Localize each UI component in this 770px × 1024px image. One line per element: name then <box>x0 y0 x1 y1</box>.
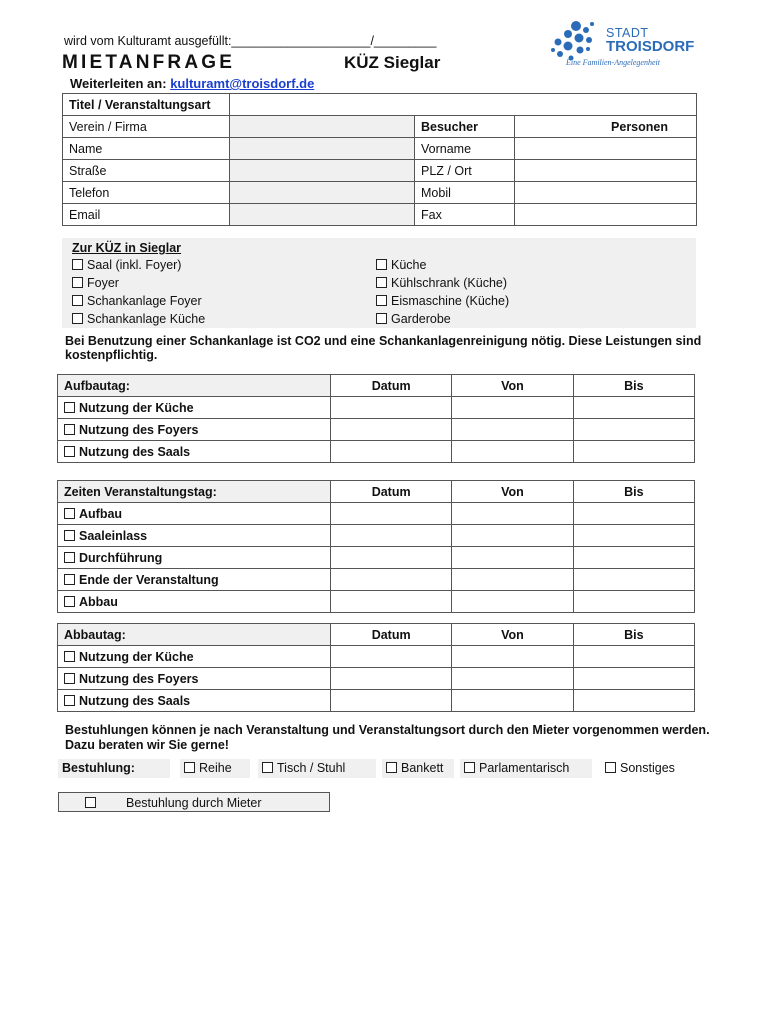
to-cell[interactable] <box>573 646 694 668</box>
co2-note: Bei Benutzung einer Schankanlage ist CO2 und eine Schankanlagenreinigung nötig. Diese Leistungen sind kostenpflichtig. <box>65 334 702 362</box>
contact-form-table <box>62 93 697 226</box>
checkbox[interactable] <box>262 762 273 773</box>
seating-option-table[interactable]: Tisch / Stuhl <box>258 759 376 778</box>
phone-field[interactable] <box>230 182 415 204</box>
from-header: Von <box>452 375 573 397</box>
schedule-row-label[interactable]: Saaleinlass <box>58 525 331 547</box>
logo-tagline: Eine Familien-Angelegenheit <box>566 58 660 67</box>
from-cell[interactable] <box>452 503 573 525</box>
forward-label: Weiterleiten an: <box>70 76 167 91</box>
date-cell[interactable] <box>331 569 452 591</box>
teardown-heading: Abbautag: <box>58 624 331 646</box>
seating-label: Bestuhlung: <box>58 759 170 778</box>
checkbox[interactable] <box>72 295 83 306</box>
from-cell[interactable] <box>452 690 573 712</box>
checkbox[interactable] <box>64 424 75 435</box>
rooms-heading: Zur KÜZ in Sieglar <box>72 241 182 255</box>
schedule-row-label[interactable]: Nutzung des Foyers <box>58 419 331 441</box>
checkbox[interactable] <box>376 313 387 324</box>
schedule-row-label[interactable]: Abbau <box>58 591 331 613</box>
checkbox[interactable] <box>64 530 75 541</box>
checkbox[interactable] <box>72 277 83 288</box>
to-header: Bis <box>573 481 694 503</box>
checkbox[interactable] <box>72 313 83 324</box>
logo-stadt: STADT <box>606 26 649 40</box>
checkbox[interactable] <box>85 797 96 808</box>
schedule-row-label[interactable]: Aufbau <box>58 503 331 525</box>
schedule-row-label[interactable]: Nutzung der Küche <box>58 397 331 419</box>
checkbox[interactable] <box>64 673 75 684</box>
teardown-day-table <box>57 623 695 712</box>
event-type-label: Titel / Veranstaltungsart <box>63 94 230 116</box>
persons-field[interactable] <box>515 116 697 138</box>
from-header: Von <box>452 481 573 503</box>
from-cell[interactable] <box>452 668 573 690</box>
to-cell[interactable] <box>573 441 694 463</box>
event-day-heading: Zeiten Veranstaltungstag: <box>58 481 331 503</box>
checkbox[interactable] <box>64 508 75 519</box>
firstname-label: Vorname <box>415 138 515 160</box>
date-cell[interactable] <box>331 503 452 525</box>
from-cell[interactable] <box>452 441 573 463</box>
checkbox[interactable] <box>72 259 83 270</box>
room-option[interactable]: Küche <box>376 258 426 272</box>
fax-field[interactable] <box>515 204 697 226</box>
date-cell[interactable] <box>331 591 452 613</box>
schedule-row-label[interactable]: Nutzung des Foyers <box>58 668 331 690</box>
from-cell[interactable] <box>452 547 573 569</box>
to-cell[interactable] <box>573 668 694 690</box>
page-title: MIETANFRAGE <box>62 52 236 73</box>
schedule-row-label[interactable]: Durchführung <box>58 547 331 569</box>
checkbox[interactable] <box>64 695 75 706</box>
checkbox[interactable] <box>605 762 616 773</box>
date-header: Datum <box>331 624 452 646</box>
office-use-line: wird vom Kulturamt ausgefüllt:____________________/_________ <box>64 34 437 48</box>
forward-email-link[interactable]: kulturamt@troisdorf.de <box>170 76 315 91</box>
checkbox[interactable] <box>64 596 75 607</box>
visitors-label: Besucher <box>415 116 515 138</box>
seating-option-banquet[interactable]: Bankett <box>382 759 454 778</box>
mobile-label: Mobil <box>415 182 515 204</box>
zip-label: PLZ / Ort <box>415 160 515 182</box>
room-option[interactable]: Schankanlage Küche <box>72 312 205 326</box>
setup-day-table <box>57 374 695 463</box>
firstname-field[interactable] <box>515 138 697 160</box>
logo-troisdorf: TROISDORF <box>606 38 695 55</box>
from-cell[interactable] <box>452 525 573 547</box>
to-cell[interactable] <box>573 503 694 525</box>
from-cell[interactable] <box>452 591 573 613</box>
seating-option-parliament[interactable]: Parlamentarisch <box>460 759 592 778</box>
date-cell[interactable] <box>331 419 452 441</box>
date-cell[interactable] <box>331 547 452 569</box>
schedule-row-label[interactable]: Ende der Veranstaltung <box>58 569 331 591</box>
checkbox[interactable] <box>376 277 387 288</box>
street-label: Straße <box>63 160 230 182</box>
checkbox[interactable] <box>184 762 195 773</box>
forward-line <box>70 76 314 91</box>
schedule-row-label[interactable]: Nutzung des Saals <box>58 441 331 463</box>
date-cell[interactable] <box>331 668 452 690</box>
to-header: Bis <box>573 624 694 646</box>
date-header: Datum <box>331 375 452 397</box>
room-option[interactable]: Schankanlage Foyer <box>72 294 202 308</box>
to-cell[interactable] <box>573 569 694 591</box>
to-cell[interactable] <box>573 419 694 441</box>
room-option[interactable]: Garderobe <box>376 312 451 326</box>
room-option[interactable]: Saal (inkl. Foyer) <box>72 258 181 272</box>
checkbox[interactable] <box>464 762 475 773</box>
persons-label: Personen <box>611 119 668 134</box>
to-cell[interactable] <box>573 397 694 419</box>
from-cell[interactable] <box>452 419 573 441</box>
street-field[interactable] <box>230 160 415 182</box>
from-header: Von <box>452 624 573 646</box>
checkbox[interactable] <box>64 402 75 413</box>
to-cell[interactable] <box>573 591 694 613</box>
seating-option-row[interactable]: Reihe <box>180 759 250 778</box>
room-option[interactable]: Eismaschine (Küche) <box>376 294 509 308</box>
to-cell[interactable] <box>573 525 694 547</box>
to-header: Bis <box>573 375 694 397</box>
seating-note: Bestuhlungen können je nach Veranstaltung und Veranstaltungsort durch den Mieter vorgenommen werden. Dazu beraten wir Sie gerne! <box>65 723 710 752</box>
mobile-field[interactable] <box>515 182 697 204</box>
event-day-table <box>57 480 695 613</box>
club-field[interactable] <box>230 116 415 138</box>
room-option[interactable]: Kühlschrank (Küche) <box>376 276 507 290</box>
checkbox[interactable] <box>64 446 75 457</box>
checkbox[interactable] <box>386 762 397 773</box>
seating-by-tenant[interactable]: Bestuhlung durch Mieter <box>58 792 330 812</box>
name-label: Name <box>63 138 230 160</box>
date-cell[interactable] <box>331 690 452 712</box>
phone-label: Telefon <box>63 182 230 204</box>
checkbox[interactable] <box>376 295 387 306</box>
to-cell[interactable] <box>573 690 694 712</box>
zip-field[interactable] <box>515 160 697 182</box>
event-type-field[interactable] <box>230 94 697 116</box>
from-cell[interactable] <box>452 646 573 668</box>
date-cell[interactable] <box>331 441 452 463</box>
email-label: Email <box>63 204 230 226</box>
from-cell[interactable] <box>452 397 573 419</box>
to-cell[interactable] <box>573 547 694 569</box>
date-cell[interactable] <box>331 397 452 419</box>
date-cell[interactable] <box>331 646 452 668</box>
venue-title: KÜZ Sieglar <box>344 53 441 72</box>
date-header: Datum <box>331 481 452 503</box>
room-option[interactable]: Foyer <box>72 276 119 290</box>
schedule-row-label[interactable]: Nutzung der Küche <box>58 646 331 668</box>
checkbox[interactable] <box>64 552 75 563</box>
schedule-row-label[interactable]: Nutzung des Saals <box>58 690 331 712</box>
date-cell[interactable] <box>331 525 452 547</box>
checkbox[interactable] <box>64 574 75 585</box>
checkbox[interactable] <box>376 259 387 270</box>
setup-heading: Aufbautag: <box>58 375 331 397</box>
seating-option-other[interactable]: Sonstiges <box>601 759 697 778</box>
email-field[interactable] <box>230 204 415 226</box>
name-field[interactable] <box>230 138 415 160</box>
checkbox[interactable] <box>64 651 75 662</box>
from-cell[interactable] <box>452 569 573 591</box>
fax-label: Fax <box>415 204 515 226</box>
club-label: Verein / Firma <box>63 116 230 138</box>
